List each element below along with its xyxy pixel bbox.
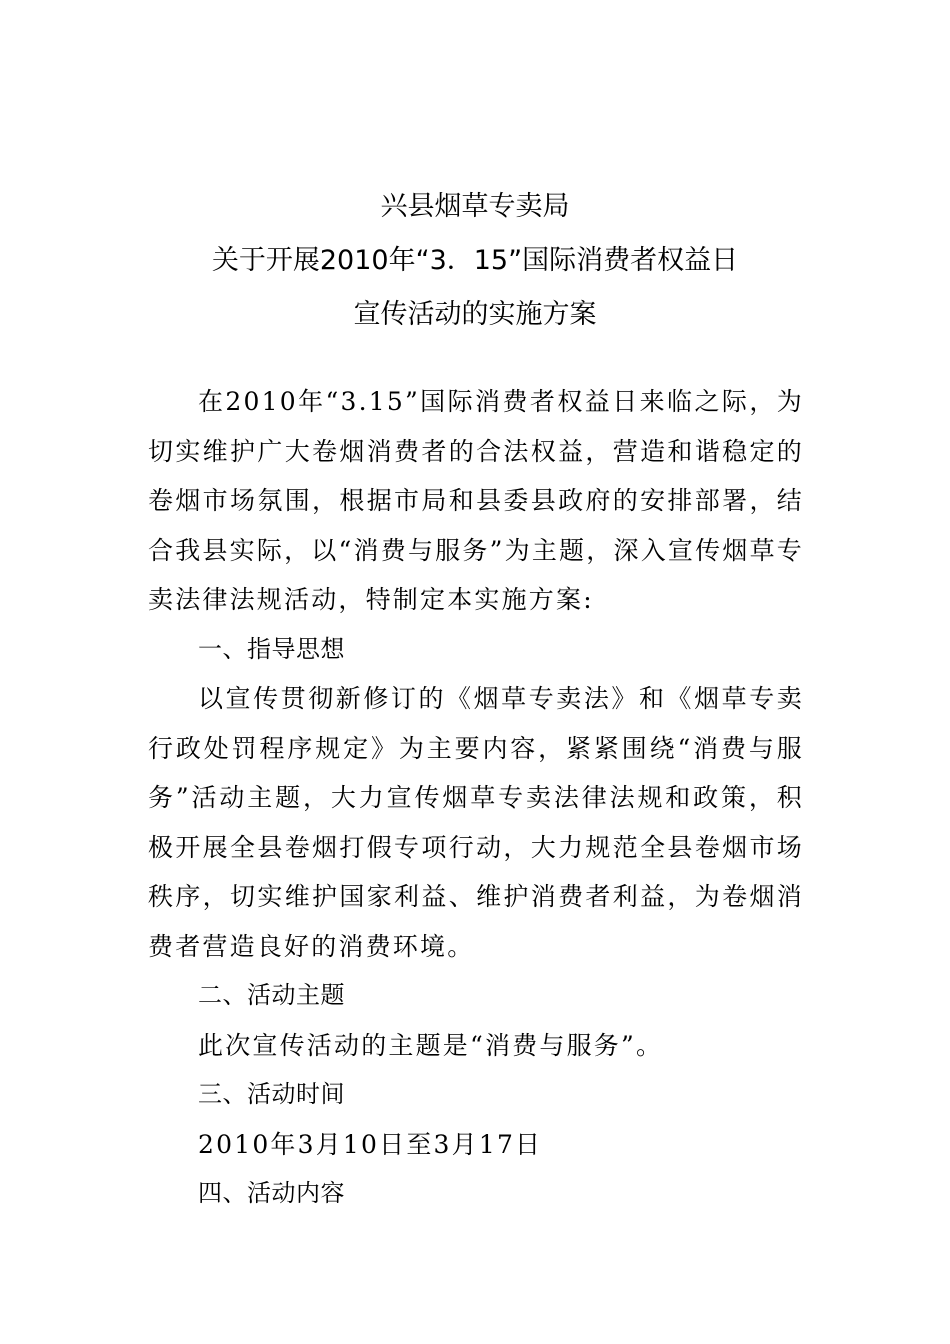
section-heading-activity-content: 四、活动内容 [198, 1179, 345, 1207]
section-paragraph-guiding-ideology: 以宣传贯彻新修订的《烟草专卖法》和《烟草专卖行政处罚程序规定》为主要内容，紧紧围绕“消费与服务”活动主题，大力宣传烟草专卖法律法规和政策，积极开展全县卷烟打假专项行动，大力规范全县卷烟市场秩序，切实维护国家利益、维护消费者利益，为卷烟消费者营造良好的消费环境。 [148, 684, 804, 961]
section-heading-guiding-ideology: 一、指导思想 [198, 634, 345, 663]
title-line-1: 兴县烟草专卖局 [380, 191, 570, 222]
section-heading-activity-time: 三、活动时间 [198, 1080, 345, 1108]
section-paragraph-activity-theme: 此次宣传活动的主题是“消费与服务”。 [198, 1030, 664, 1060]
title-line-2: 关于开展2010年“3．15”国际消费者权益日 [211, 245, 739, 276]
document-title [0, 180, 950, 342]
intro-paragraph: 在2010年“3.15”国际消费者权益日来临之际，为切实维护广大卷烟消费者的合法权益，营造和谐稳定的卷烟市场氛围，根据市局和县委县政府的安排部署，结合我县实际，以“消费与服务”为主题，深入宣传烟草专卖法律法规活动，特制定本实施方案: [148, 387, 804, 614]
document-body [148, 377, 804, 1219]
title-line-3: 宣传活动的实施方案 [353, 299, 597, 330]
section-heading-activity-theme: 二、活动主题 [198, 981, 345, 1009]
section-paragraph-activity-time: 2010年3月10日至3月17日 [198, 1129, 543, 1159]
